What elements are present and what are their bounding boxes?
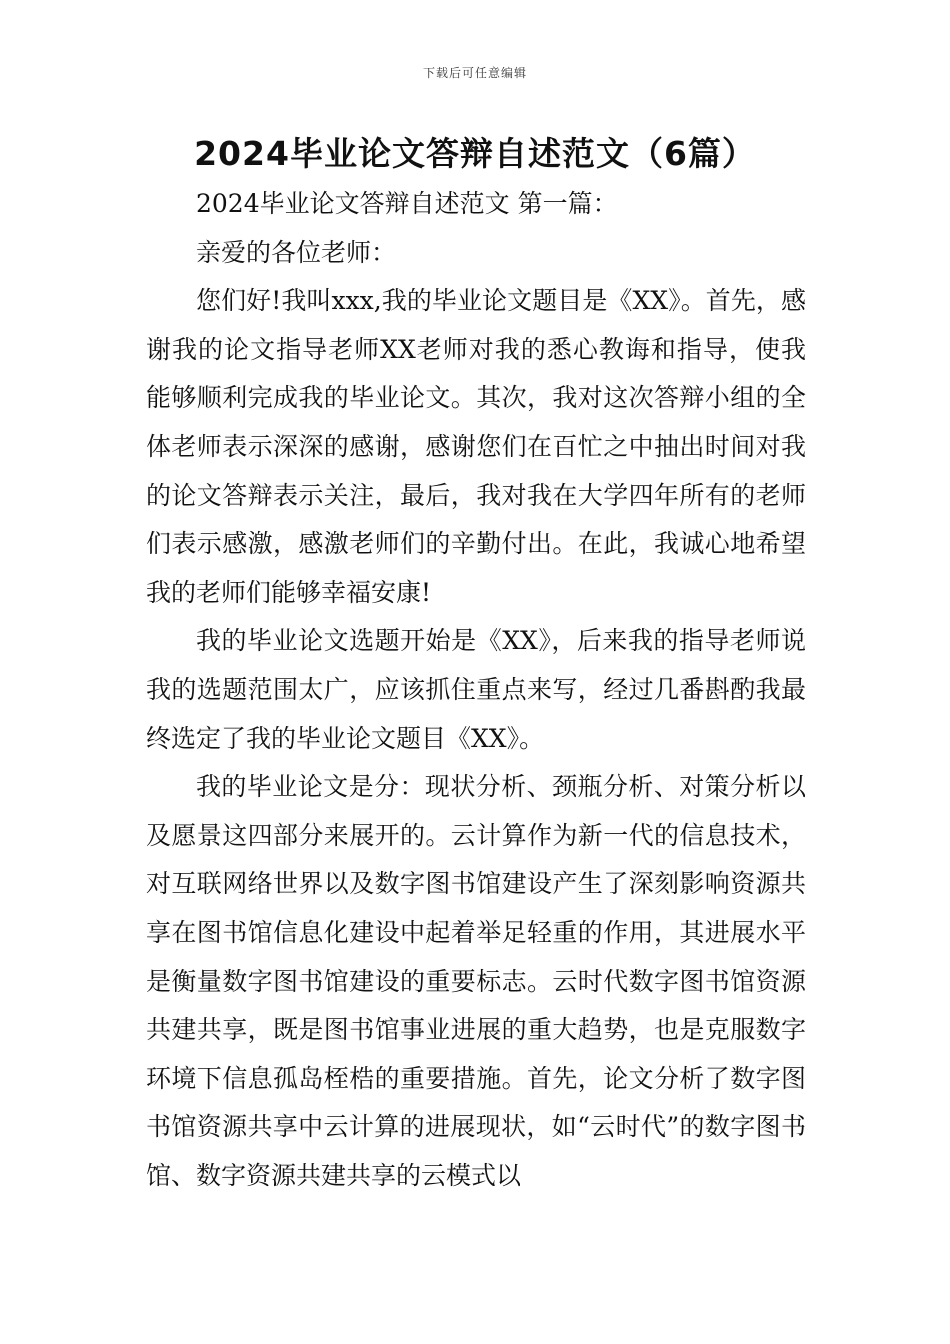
salutation: 亲爱的各位老师： [196, 237, 397, 267]
document-body [146, 180, 806, 1200]
paragraph-structure: 我的毕业论文是分：现状分析、颈瓶分析、对策分析以及愿景这四部分来展开的。云计算作为新一代的信息技术，对互联网络世界以及数字图书馆建设产生了深刻影响资源共享在图书馆信息化建设中起着举足轻重的作用，其进展水平是衡量数字图书馆建设的重要标志。云时代数字图书馆资源共建共享，既是图书馆事业进展的重大趋势，也是克服数字环境下信息孤岛桎梏的重要措施。首先，论文分析了数字图书馆资源共享中云计算的进展现状，如“云时代”的数字图书馆、数字资源共建共享的云模式以 [146, 772, 806, 1190]
paragraph-topic: 我的毕业论文选题开始是《XX》，后来我的指导老师说我的选题范围太广，应该抓住重点来写，经过几番斟酌我最终选定了我的毕业论文题目《XX》。 [146, 626, 806, 753]
section-heading: 2024毕业论文答辩自述范文 第一篇： [196, 189, 618, 218]
paragraph-intro: 您们好!我叫xxx,我的毕业论文题目是《XX》。首先，感谢我的论文指导老师XX老师对我的悉心教诲和指导，使我能够顺利完成我的毕业论文。其次，我对这次答辩小组的全体老师表示深深的感谢，感谢您们在百忙之中抽出时间对我的论文答辩表示关注，最后，我对我在大学四年所有的老师们表示感激，感激老师们的辛勤付出。在此，我诚心地希望我的老师们能够幸福安康! [146, 286, 806, 607]
page-header-note: 下载后可任意编辑 [422, 66, 527, 80]
document-title: 2024毕业论文答辩自述范文（6篇） [194, 134, 756, 173]
